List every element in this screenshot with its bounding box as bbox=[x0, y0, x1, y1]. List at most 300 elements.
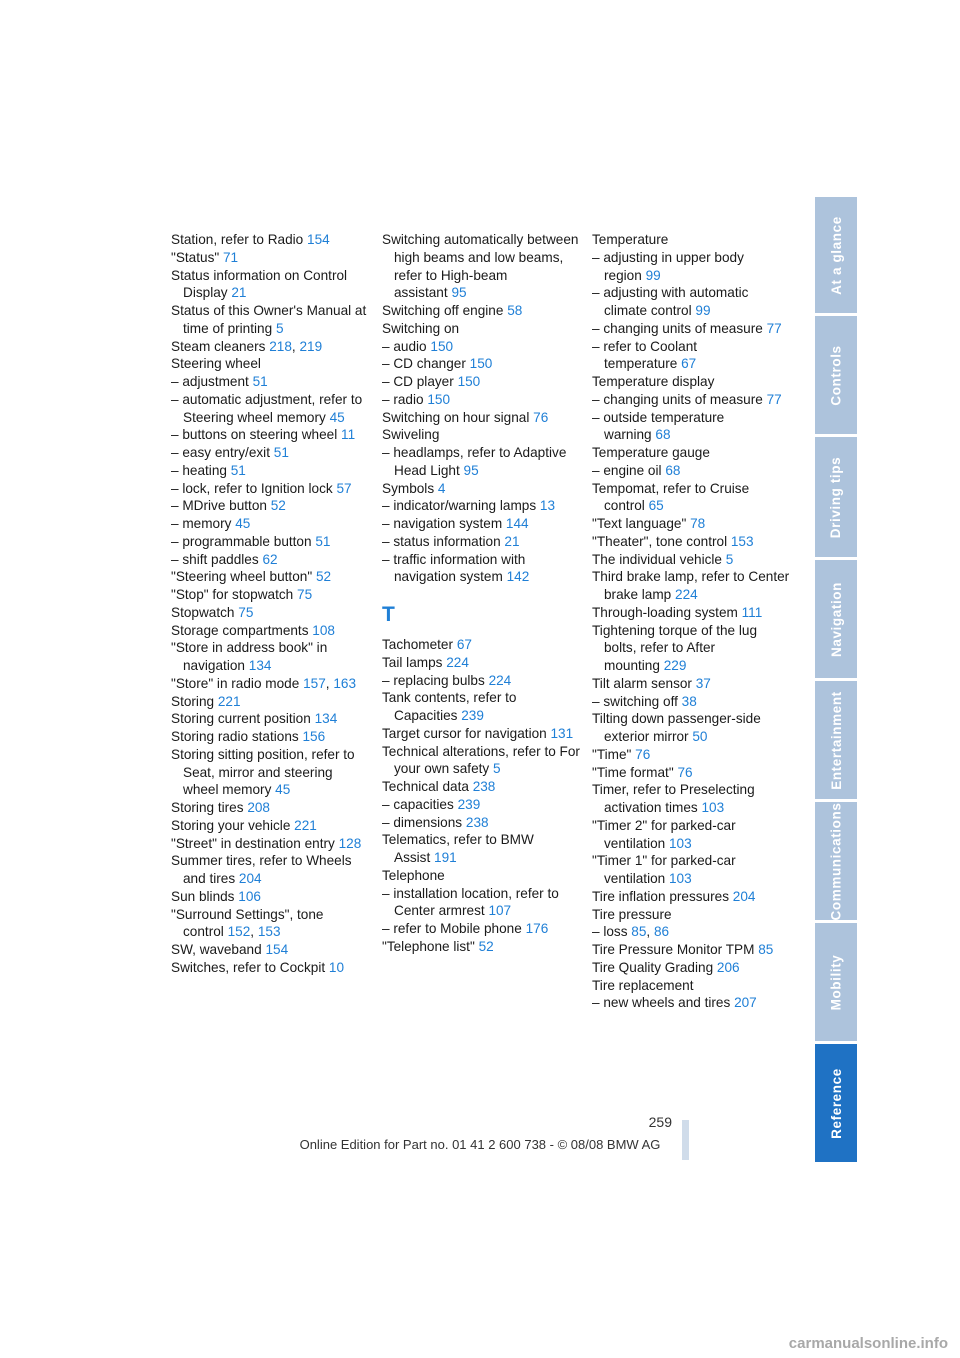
tab-at-a-glance[interactable] bbox=[815, 197, 857, 313]
index-entry bbox=[592, 906, 792, 924]
entry-text: – adjusting in upper body region bbox=[592, 249, 744, 283]
index-entry: – loss 85, 86 bbox=[592, 924, 670, 940]
page-reference-link[interactable]: 51 bbox=[230, 462, 246, 478]
index-entry: "Store" in radio mode 157, 163 bbox=[171, 675, 357, 691]
index-entry bbox=[382, 480, 582, 498]
page-reference-link[interactable]: 238 bbox=[465, 814, 489, 830]
tab-navigation[interactable] bbox=[815, 560, 857, 678]
page-reference-link[interactable]: 128 bbox=[338, 835, 362, 851]
index-entry bbox=[592, 480, 792, 516]
entry-text: Tail lamps bbox=[382, 654, 443, 670]
entry-text: "Time" bbox=[592, 746, 632, 762]
index-entry bbox=[171, 497, 371, 515]
index-entry bbox=[171, 444, 371, 462]
index-entry bbox=[592, 338, 792, 374]
page-reference-link[interactable]: 45 bbox=[235, 516, 251, 531]
entry-text: – easy entry/exit bbox=[171, 445, 270, 460]
page-reference-link[interactable]: 218 bbox=[269, 338, 292, 354]
page-reference-link[interactable]: 150 bbox=[469, 356, 493, 372]
entry-text: Status information on Control Display bbox=[171, 267, 348, 301]
index-entry bbox=[171, 426, 371, 444]
index-entry bbox=[592, 231, 792, 249]
page-reference-link[interactable]: 10 bbox=[328, 959, 345, 975]
entry-text: Temperature display bbox=[592, 374, 715, 389]
page-reference-link[interactable]: 153 bbox=[257, 924, 281, 940]
entry-text: Tank contents, refer to Capacities bbox=[382, 690, 517, 723]
page-reference-link[interactable]: 45 bbox=[275, 782, 291, 798]
entry-text: Telematics, refer to BMW Assist bbox=[382, 832, 534, 865]
index-entry bbox=[592, 284, 792, 320]
page-reference-link[interactable]: 5 bbox=[725, 551, 734, 567]
index-entry bbox=[382, 444, 582, 480]
index-entry bbox=[171, 373, 371, 391]
index-entry bbox=[382, 867, 582, 885]
entry-text: Sun blinds bbox=[171, 888, 235, 904]
entry-text: Technical data bbox=[382, 779, 469, 794]
entry-text: – heating bbox=[171, 462, 227, 478]
page-reference-link[interactable]: 95 bbox=[463, 462, 479, 478]
page-reference-link[interactable]: 103 bbox=[669, 835, 692, 851]
page-reference-link[interactable]: 85 bbox=[631, 924, 647, 940]
page-reference-link[interactable]: 67 bbox=[456, 637, 472, 652]
page-reference-link[interactable]: 76 bbox=[635, 746, 651, 762]
entry-text: Storing your vehicle bbox=[171, 817, 291, 833]
entry-text: – refer to Coolant temperature bbox=[592, 338, 698, 372]
page-reference-link[interactable]: 154 bbox=[265, 942, 289, 957]
page-reference-link[interactable]: 108 bbox=[312, 622, 335, 638]
index-entry bbox=[592, 852, 792, 888]
entry-text: "Store in address book" in navigation bbox=[171, 640, 328, 673]
entry-text: Through-loading system bbox=[592, 604, 738, 620]
index-entry bbox=[592, 249, 792, 285]
index-entry bbox=[592, 781, 792, 817]
entry-text: Storage compartments bbox=[171, 622, 309, 638]
entry-text: – indicator/warning lamps bbox=[382, 498, 537, 514]
page-reference-link[interactable]: 75 bbox=[238, 604, 254, 620]
index-entry bbox=[171, 959, 371, 977]
entry-text: – changing units of measure bbox=[592, 391, 763, 407]
index-entry bbox=[171, 888, 371, 906]
index-entry bbox=[171, 515, 371, 533]
index-entry bbox=[382, 302, 582, 320]
page-reference-link[interactable]: 153 bbox=[730, 533, 754, 549]
page-reference-link[interactable]: 76 bbox=[533, 409, 549, 425]
tab-controls[interactable] bbox=[815, 316, 857, 434]
index-entry bbox=[382, 796, 582, 814]
index-entry bbox=[382, 938, 582, 956]
index-entry bbox=[592, 994, 792, 1012]
page-reference-link[interactable]: 99 bbox=[695, 303, 711, 318]
page-reference-link[interactable]: 150 bbox=[427, 391, 451, 407]
page-reference-link[interactable]: 224 bbox=[446, 654, 469, 670]
page-reference-link[interactable]: 99 bbox=[645, 267, 661, 283]
entry-text: Summer tires, refer to Wheels and tires bbox=[171, 853, 352, 886]
index-entry bbox=[592, 444, 792, 462]
entry-text: Storing sitting position, refer to Seat, mirror and steering wheel memory bbox=[171, 746, 355, 798]
entry-text: Tire pressure bbox=[592, 906, 672, 922]
entry-text: Temperature bbox=[592, 232, 669, 247]
entry-text: Tightening torque of the lug bolts, refer to After mounting bbox=[592, 622, 758, 673]
page-reference-link[interactable]: 95 bbox=[451, 285, 467, 301]
index-entry bbox=[171, 728, 371, 746]
index-entry bbox=[382, 497, 582, 515]
entry-text: – dimensions bbox=[382, 814, 463, 830]
entry-text: Tire replacement bbox=[592, 977, 694, 993]
entry-text: – navigation system bbox=[382, 516, 503, 531]
entry-text: – adjusting with automatic climate control bbox=[592, 285, 749, 318]
page-number: 259 bbox=[648, 1114, 672, 1130]
index-entry bbox=[382, 373, 582, 391]
page-reference-link[interactable]: 68 bbox=[655, 427, 671, 443]
index-entry bbox=[382, 355, 582, 373]
index-entry bbox=[171, 746, 371, 799]
page-reference-link[interactable]: 67 bbox=[681, 356, 697, 372]
entry-text: – refer to Mobile phone bbox=[382, 921, 522, 936]
entry-text: – audio bbox=[382, 338, 427, 354]
index-entry bbox=[592, 675, 792, 693]
page-reference-link[interactable]: 45 bbox=[329, 409, 345, 425]
index-column-2 bbox=[382, 231, 582, 956]
page-reference-link[interactable]: 52 bbox=[270, 498, 286, 514]
page-reference-link[interactable]: 51 bbox=[252, 374, 268, 389]
entry-text: – new wheels and tires bbox=[592, 995, 731, 1011]
index-entry bbox=[592, 746, 792, 764]
index-entry bbox=[171, 249, 371, 267]
entry-text: – buttons on steering wheel bbox=[171, 427, 338, 443]
index-column-3 bbox=[592, 231, 792, 1012]
index-entry bbox=[382, 533, 582, 551]
index-entry bbox=[171, 231, 371, 249]
page-reference-link[interactable]: 77 bbox=[766, 320, 782, 336]
index-entry bbox=[171, 480, 371, 498]
index-entry bbox=[592, 693, 792, 711]
entry-text: "Theater", tone control bbox=[592, 533, 728, 549]
page-reference-link[interactable]: 204 bbox=[732, 888, 756, 904]
tab-label: Communications bbox=[828, 802, 844, 920]
entry-text: Telephone bbox=[382, 867, 445, 883]
entry-text: – status information bbox=[382, 533, 501, 549]
entry-text: Tachometer bbox=[382, 637, 454, 652]
index-entry bbox=[382, 743, 582, 779]
entry-text: – headlamps, refer to Adaptive Head Light bbox=[382, 445, 567, 478]
index-entry bbox=[382, 885, 582, 921]
entry-text: – changing units of measure bbox=[592, 320, 763, 336]
page-reference-link[interactable]: 224 bbox=[488, 672, 512, 688]
page-reference-link[interactable]: 221 bbox=[294, 817, 317, 833]
page-reference-link[interactable]: 77 bbox=[766, 391, 782, 407]
page-reference-link[interactable]: 51 bbox=[315, 533, 331, 549]
page-reference-link[interactable]: 224 bbox=[675, 587, 698, 602]
index-entry bbox=[592, 533, 792, 551]
tab-label: Driving tips bbox=[828, 456, 844, 538]
entry-text: – loss bbox=[592, 924, 628, 940]
index-entry bbox=[171, 710, 371, 728]
page-reference-link[interactable]: 150 bbox=[430, 338, 454, 354]
entry-text: "Stop" for stopwatch bbox=[171, 587, 294, 602]
entry-text: The individual vehicle bbox=[592, 551, 722, 567]
tab-label: Reference bbox=[828, 1067, 844, 1139]
index-entry bbox=[382, 231, 582, 302]
index-entry bbox=[382, 515, 582, 533]
index-entry bbox=[171, 355, 371, 373]
index-entry bbox=[171, 391, 371, 427]
index-entry bbox=[592, 373, 792, 391]
index-entry bbox=[382, 320, 582, 338]
page-reference-link[interactable]: 238 bbox=[472, 779, 496, 794]
index-entry bbox=[592, 888, 792, 906]
page-reference-link[interactable]: 239 bbox=[461, 708, 484, 723]
page-reference-link[interactable]: 5 bbox=[492, 761, 501, 777]
index-entry bbox=[171, 852, 371, 888]
page-reference-link[interactable]: 62 bbox=[262, 551, 278, 567]
page-reference-link[interactable]: 76 bbox=[677, 764, 693, 780]
entry-text: Switching off engine bbox=[382, 303, 504, 318]
entry-text: Technical alterations, refer to For your own safety bbox=[382, 743, 580, 777]
entry-text: – radio bbox=[382, 391, 424, 407]
page-reference-link[interactable]: 204 bbox=[238, 871, 262, 886]
tab-label: Entertainment bbox=[828, 690, 844, 790]
index-entry bbox=[592, 817, 792, 853]
entry-text: SW, waveband bbox=[171, 942, 262, 957]
entry-text: "Timer 2" for parked-car ventilation bbox=[592, 817, 736, 851]
index-entry bbox=[171, 941, 371, 959]
tab-label: At a glance bbox=[828, 215, 844, 295]
index-entry bbox=[592, 551, 792, 569]
index-entry bbox=[382, 391, 582, 409]
page-reference-link[interactable]: 85 bbox=[758, 942, 774, 957]
entry-text: Symbols bbox=[382, 480, 435, 496]
index-entry bbox=[171, 462, 371, 480]
entry-text: – outside temperature warning bbox=[592, 409, 725, 443]
entry-text: Target cursor for navigation bbox=[382, 725, 547, 741]
index-entry bbox=[171, 639, 371, 675]
entry-text: "Telephone list" bbox=[382, 938, 475, 954]
entry-text: Tire inflation pressures bbox=[592, 888, 729, 904]
entry-text: – MDrive button bbox=[171, 498, 267, 514]
index-entry bbox=[592, 515, 792, 533]
tab-entertainment[interactable] bbox=[815, 681, 857, 799]
page-reference-link[interactable]: 103 bbox=[669, 871, 692, 886]
tab-label: Mobility bbox=[828, 954, 844, 1010]
index-entry bbox=[171, 533, 371, 551]
entry-text: Switches, refer to Cockpit bbox=[171, 959, 326, 975]
page-reference-link[interactable]: 78 bbox=[690, 516, 706, 531]
index-entry bbox=[382, 689, 582, 725]
entry-text: Storing current position bbox=[171, 711, 311, 727]
entry-text: – switching off bbox=[592, 693, 678, 709]
entry-text: – CD changer bbox=[382, 356, 466, 372]
page-reference-link[interactable]: 21 bbox=[504, 533, 520, 549]
index-entry bbox=[592, 959, 792, 977]
page-reference-link[interactable]: 86 bbox=[653, 924, 670, 940]
entry-text: Switching on bbox=[382, 320, 460, 336]
entry-text: – automatic adjustment, refer to Steering wheel memory bbox=[171, 391, 363, 425]
index-entry bbox=[171, 586, 371, 604]
index-entry bbox=[382, 831, 582, 867]
tab-label: Navigation bbox=[828, 581, 844, 657]
entry-text: Tempomat, refer to Cruise control bbox=[592, 480, 750, 514]
entry-text: – programmable button bbox=[171, 533, 312, 549]
page-reference-link[interactable]: 221 bbox=[217, 693, 241, 709]
entry-text: "Surround Settings", tone control bbox=[171, 906, 324, 940]
entry-text: "Text language" bbox=[592, 516, 687, 531]
entry-text: Status of this Owner's Manual at time of printing bbox=[171, 303, 367, 336]
page-reference-link[interactable]: 154 bbox=[307, 232, 330, 247]
entry-text: – capacities bbox=[382, 796, 454, 812]
entry-text: Steering wheel bbox=[171, 356, 261, 372]
entry-text: Tilting down passenger-side exterior mirror bbox=[592, 711, 761, 744]
index-entry bbox=[592, 604, 792, 622]
index-entry bbox=[592, 568, 792, 604]
entry-text: "Street" in destination entry bbox=[171, 835, 335, 851]
index-entry bbox=[382, 778, 582, 796]
index-entry bbox=[592, 462, 792, 480]
page-reference-link[interactable]: 52 bbox=[478, 938, 494, 954]
page-reference-link[interactable]: 157 bbox=[303, 675, 326, 691]
page-reference-link[interactable]: 52 bbox=[315, 569, 332, 585]
entry-text: Tire Pressure Monitor TPM bbox=[592, 942, 755, 957]
page-reference-link[interactable]: 111 bbox=[741, 604, 763, 620]
entry-text: Temperature gauge bbox=[592, 445, 710, 460]
page-reference-link[interactable]: 65 bbox=[648, 498, 664, 514]
page-reference-link[interactable]: 51 bbox=[273, 445, 289, 460]
section-letter: T bbox=[382, 603, 395, 626]
entry-text: – replacing bulbs bbox=[382, 672, 485, 688]
index-entry bbox=[382, 725, 582, 743]
page-reference-link[interactable]: 50 bbox=[692, 729, 708, 744]
entry-text: Swiveling bbox=[382, 427, 440, 443]
index-entry bbox=[592, 764, 792, 782]
page-reference-link[interactable]: 219 bbox=[299, 338, 323, 354]
tab-label: Controls bbox=[828, 344, 844, 406]
entry-text: – shift paddles bbox=[171, 551, 259, 567]
index-entry bbox=[171, 799, 371, 817]
edition-footer: Online Edition for Part no. 01 41 2 600 738 - © 08/08 BMW AG bbox=[299, 1137, 661, 1152]
index-entry bbox=[382, 338, 582, 356]
page-reference-link[interactable]: 75 bbox=[297, 587, 313, 602]
page-reference-link[interactable]: 103 bbox=[701, 800, 725, 815]
index-entry bbox=[382, 654, 582, 672]
page-reference-link[interactable]: 208 bbox=[247, 800, 270, 815]
index-entry bbox=[382, 672, 582, 690]
page-reference-link[interactable]: 191 bbox=[434, 850, 457, 865]
index-entry bbox=[592, 710, 792, 746]
page-reference-link[interactable]: 131 bbox=[550, 725, 574, 741]
index-entry bbox=[382, 636, 582, 654]
index-entry bbox=[171, 568, 371, 586]
page-reference-link[interactable]: 11 bbox=[341, 427, 356, 443]
index-entry bbox=[592, 320, 792, 338]
entry-text: "Timer 1" for parked-car ventilation bbox=[592, 853, 736, 886]
page-reference-link[interactable]: 207 bbox=[734, 995, 757, 1011]
index-entry bbox=[171, 693, 371, 711]
entry-text: Steam cleaners bbox=[171, 338, 266, 354]
entry-text: – CD player bbox=[382, 374, 454, 389]
entry-text: – memory bbox=[171, 516, 232, 531]
index-entry bbox=[171, 267, 371, 303]
entry-text: – lock, refer to Ignition lock bbox=[171, 480, 333, 496]
index-entry bbox=[171, 622, 371, 640]
entry-text: Switching automatically between high beams and low beams, refer to High-beam assistant bbox=[382, 232, 579, 301]
page-reference-link[interactable]: 134 bbox=[248, 658, 272, 673]
index-entry bbox=[382, 920, 582, 938]
entry-text: – installation location, refer to Center armrest bbox=[382, 885, 559, 919]
page-reference-link[interactable]: 13 bbox=[539, 498, 556, 514]
page-reference-link[interactable]: 152 bbox=[227, 924, 251, 940]
entry-text: – adjustment bbox=[171, 374, 249, 389]
page-reference-link[interactable]: 37 bbox=[695, 675, 711, 691]
page-reference-link[interactable]: 58 bbox=[507, 303, 523, 318]
page-reference-link[interactable]: 57 bbox=[336, 480, 352, 496]
page-reference-link[interactable]: 4 bbox=[437, 480, 446, 496]
entry-text: "Steering wheel button" bbox=[171, 569, 313, 585]
entry-text: Third brake lamp, refer to Center brake lamp bbox=[592, 569, 790, 602]
entry-text: Storing radio stations bbox=[171, 729, 299, 744]
page-reference-link[interactable]: 107 bbox=[488, 903, 512, 919]
index-entry bbox=[592, 941, 792, 959]
entry-text: Storing bbox=[171, 693, 215, 709]
page-reference-link[interactable]: 163 bbox=[333, 675, 357, 691]
page-reference-link[interactable]: 156 bbox=[302, 729, 326, 744]
page-reference-link[interactable]: 142 bbox=[506, 569, 530, 585]
tab-mobility[interactable] bbox=[815, 923, 857, 1041]
index-entry bbox=[171, 817, 371, 835]
index-entry bbox=[382, 551, 582, 587]
entry-text: Timer, refer to Preselecting activation times bbox=[592, 782, 755, 815]
index-entry bbox=[171, 835, 371, 853]
watermark: carmanualsonline.info bbox=[788, 1335, 948, 1352]
page-reference-link[interactable]: 134 bbox=[314, 711, 338, 727]
entry-text: Switching on hour signal bbox=[382, 409, 530, 425]
page-reference-link[interactable]: 176 bbox=[525, 921, 549, 936]
entry-text: "Store" in radio mode bbox=[171, 675, 300, 691]
page-reference-link[interactable]: 5 bbox=[275, 320, 284, 336]
index-entry bbox=[592, 977, 792, 995]
page-reference-link[interactable]: 106 bbox=[238, 888, 261, 904]
index-entry: "Surround Settings", tone control 152, 153 bbox=[171, 906, 324, 940]
page-reference-link[interactable]: 206 bbox=[716, 959, 740, 975]
chapter-sidebar bbox=[815, 197, 857, 1165]
index-entry bbox=[592, 622, 792, 675]
entry-text: Tire Quality Grading bbox=[592, 959, 714, 975]
entry-text: Stopwatch bbox=[171, 604, 235, 620]
tab-driving-tips[interactable] bbox=[815, 437, 857, 557]
index-entry bbox=[592, 409, 792, 445]
index-entry bbox=[171, 551, 371, 569]
page-reference-link[interactable]: 38 bbox=[681, 693, 697, 709]
entry-text: Tilt alarm sensor bbox=[592, 675, 692, 691]
page-reference-link[interactable]: 150 bbox=[457, 374, 481, 389]
index-column-1 bbox=[171, 231, 371, 977]
entry-text: – engine oil bbox=[592, 462, 662, 478]
page-reference-link[interactable]: 144 bbox=[505, 516, 529, 531]
entry-text: Storing tires bbox=[171, 800, 244, 815]
index-entry bbox=[171, 604, 371, 622]
entry-text: – traffic information with navigation system bbox=[382, 551, 526, 585]
index-entry bbox=[592, 391, 792, 409]
page-reference-link[interactable]: 68 bbox=[665, 462, 681, 478]
page-reference-link[interactable]: 229 bbox=[663, 658, 687, 673]
page-reference-link[interactable]: 21 bbox=[231, 285, 247, 301]
entry-text: Station, refer to Radio bbox=[171, 232, 304, 247]
index-entry: Steam cleaners 218, 219 bbox=[171, 338, 323, 354]
page-reference-link[interactable]: 239 bbox=[457, 796, 481, 812]
entry-text: "Time format" bbox=[592, 764, 674, 780]
entry-text: "Status" bbox=[171, 249, 220, 265]
page-reference-link[interactable]: 71 bbox=[222, 249, 239, 265]
tab-communications[interactable] bbox=[815, 802, 857, 920]
index-entry bbox=[382, 409, 582, 427]
